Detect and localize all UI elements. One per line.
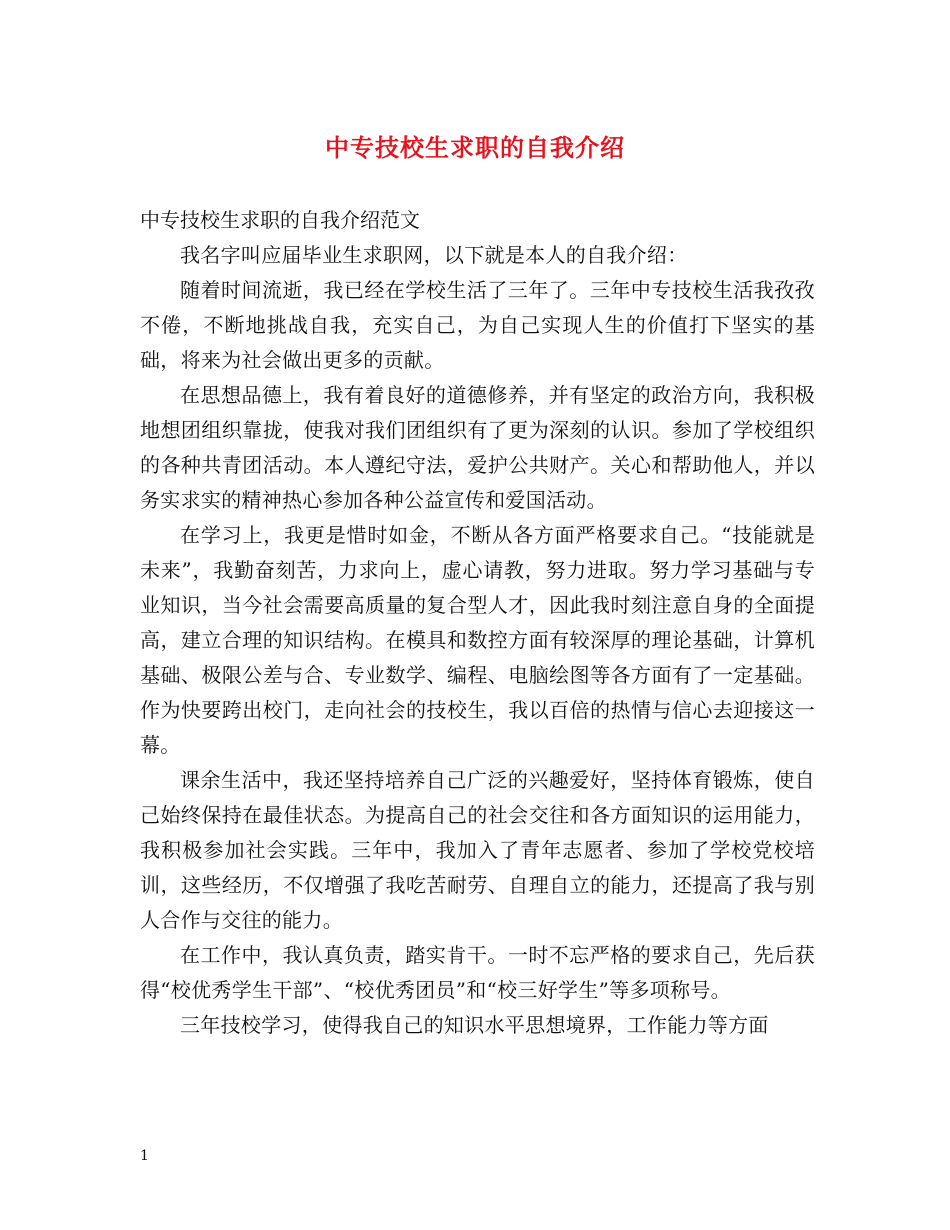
paragraph-school-life: 随着时间流逝，我已经在学校生活了三年了。三年中专技校生活我孜孜不倦，不断地挑战自我，充实自己，为自己实现人生的价值打下坚实的基础，将来为社会做出更多的贡献。 <box>140 278 815 372</box>
document-body <box>140 203 815 1043</box>
paragraph-summary: 三年技校学习，使得我自己的知识水平思想境界，工作能力等方面 <box>180 1013 769 1037</box>
paragraph-work: 在工作中，我认真负责，踏实肯干。一时不忘严格的要求自己，先后获得“校优秀学生干部”、“校优秀团员”和“校三好学生”等多项称号。 <box>140 943 815 1002</box>
paragraph-study: 在学习上，我更是惜时如金，不断从各方面严格要求自己。“技能就是未来”，我勤奋刻苦，力求向上，虚心请教，努力进取。努力学习基础与专业知识，当今社会需要高质量的复合型人才，因此我时刻注意自身的全面提高，建立合理的知识结构。在模具和数控方面有较深厚的理论基础，计算机基础、极限公差与合、专业数学、编程、电脑绘图等各方面有了一定基础。作为快要跨出校门，走向社会的技校生，我以百倍的热情与信心去迎接这一幕。 <box>140 523 815 757</box>
document-title: 中专技校生求职的自我介绍 <box>325 133 625 162</box>
paragraph-moral-character: 在思想品德上，我有着良好的道德修养，并有坚定的政治方向，我积极地想团组织靠拢，使我对我们团组织有了更为深刻的认识。参加了学校组织的各种共青团活动。本人遵纪守法，爱护公共财产。关心和帮助他人，并以务实求实的精神热心参加各种公益宣传和爱国活动。 <box>140 383 815 512</box>
document-subtitle: 中专技校生求职的自我介绍范文 <box>140 208 420 232</box>
paragraph-extracurricular: 课余生活中，我还坚持培养自己广泛的兴趣爱好，坚持体育锻炼，使自己始终保持在最佳状态。为提高自己的社会交往和各方面知识的运用能力，我积极参加社会实践。三年中，我加入了青年志愿者、参加了学校党校培训，这些经历，不仅增强了我吃苦耐劳、自理自立的能力，还提高了我与别人合作与交往的能力。 <box>140 768 815 932</box>
paragraph-intro: 我名字叫应届毕业生求职网，以下就是本人的自我介绍： <box>180 243 688 267</box>
page-number: 1 <box>140 1148 149 1164</box>
